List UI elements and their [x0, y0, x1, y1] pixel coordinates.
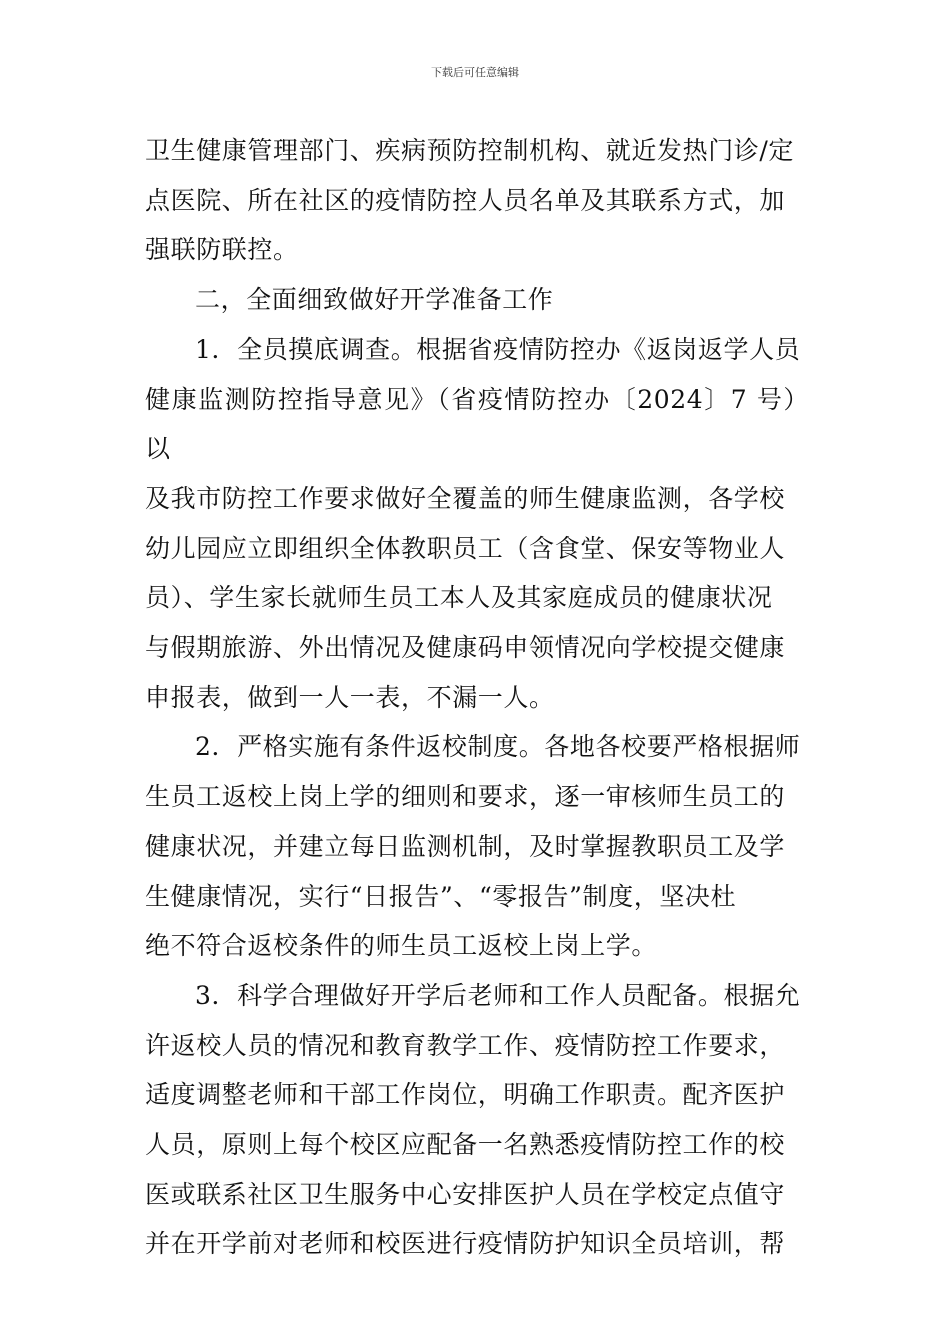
text-line: 幼儿园应立即组织全体教职员工（含食堂、保安等物业人	[145, 533, 786, 563]
text-line: 健康状况，并建立每日监测机制，及时掌握教职员工及学	[145, 831, 786, 861]
text-line: 与假期旅游、外出情况及健康码申领情况向学校提交健康	[145, 633, 786, 663]
text-line: 许返校人员的情况和教育教学工作、疫情防控工作要求，	[145, 1030, 786, 1060]
text-line: 1．全员摸底调查。根据省疫情防控办《返岗返学人员	[195, 334, 801, 364]
text-line: 2．严格实施有条件返校制度。各地各校要严格根据师	[195, 732, 801, 762]
document-body	[145, 126, 809, 1269]
page-header-note: 下载后可任意编辑	[431, 66, 519, 79]
text-line: 二，全面细致做好开学准备工作	[195, 285, 554, 315]
text-line: 员）、学生家长就师生员工本人及其家庭成员的健康状况	[145, 583, 773, 613]
text-line: 点医院、所在社区的疫情防控人员名单及其联系方式，加	[145, 185, 786, 215]
paragraph-item-3	[145, 971, 809, 1269]
text-line: 适度调整老师和干部工作岗位，明确工作职责。配齐医护	[145, 1080, 786, 1110]
text-line: 人员，原则上每个校区应配备一名熟悉疫情防控工作的校	[145, 1130, 786, 1160]
text-line: 绝不符合返校条件的师生员工返校上岗上学。	[145, 931, 658, 961]
text-line: 及我市防控工作要求做好全覆盖的师生健康监测，各学校	[145, 483, 786, 513]
text-line: 强联防联控。	[145, 235, 299, 265]
section-heading	[145, 275, 809, 325]
text-line: 健康监测防控指导意见》（省疫情防控办〔2024〕7 号）以	[145, 384, 809, 464]
paragraph-item-2	[145, 722, 809, 971]
text-line: 生员工返校上岗上学的细则和要求，逐一审核师生员工的	[145, 782, 786, 812]
text-line: 医或联系社区卫生服务中心安排医护人员在学校定点值守	[145, 1179, 786, 1209]
text-line: 并在开学前对老师和校医进行疫情防护知识全员培训，帮	[145, 1229, 786, 1259]
text-line: 3．科学合理做好开学后老师和工作人员配备。根据允	[195, 980, 801, 1010]
text-line: 生健康情况，实行“日报告”、“零报告”制度，坚决杜	[145, 881, 737, 911]
text-line: 卫生健康管理部门、疾病预防控制机构、就近发热门诊/定	[145, 136, 795, 165]
text-line: 申报表，做到一人一表，不漏一人。	[145, 682, 555, 712]
paragraph-continuation	[145, 126, 809, 275]
paragraph-item-1	[145, 325, 809, 723]
